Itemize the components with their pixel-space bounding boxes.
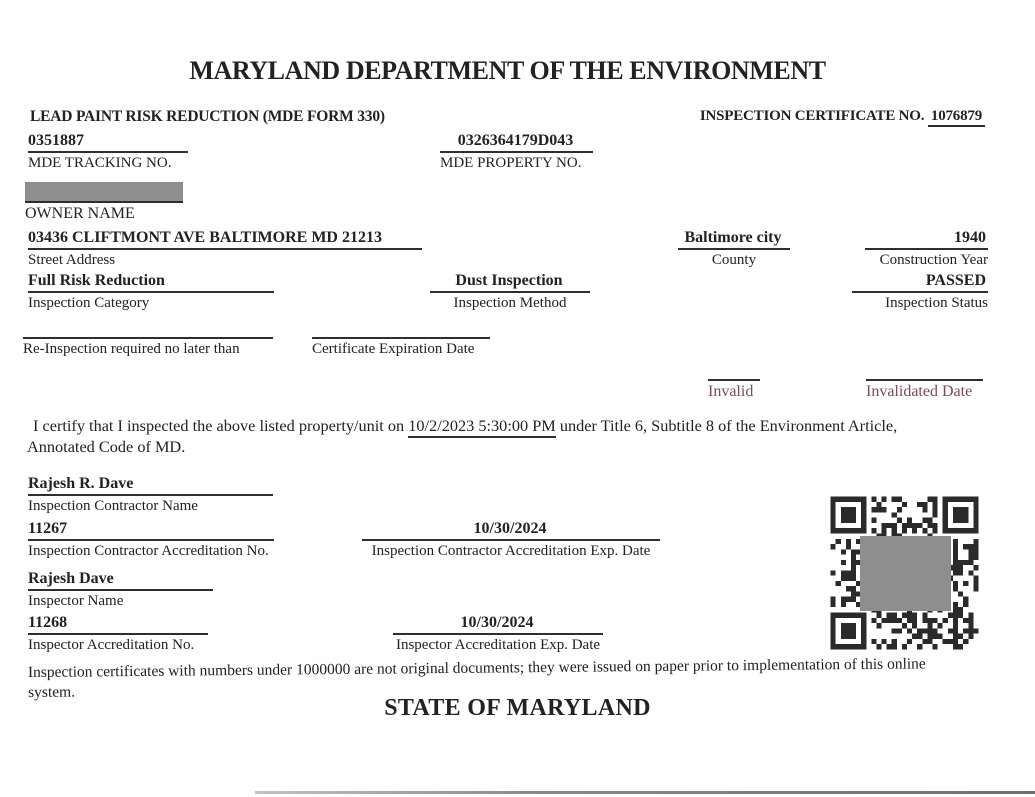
construction-year-label: Construction Year bbox=[879, 252, 988, 268]
inspector-accreditation-field bbox=[28, 613, 208, 654]
contractor-accreditation-label: Inspection Contractor Accreditation No. bbox=[28, 543, 269, 559]
form-title: LEAD PAINT RISK REDUCTION (MDE FORM 330) bbox=[30, 108, 385, 125]
inspection-method-field bbox=[430, 271, 590, 312]
mde-tracking-field bbox=[28, 131, 188, 172]
construction-year-field bbox=[865, 228, 988, 269]
inspection-method-label: Inspection Method bbox=[453, 295, 567, 311]
contractor-name-value: Rajesh R. Dave bbox=[28, 474, 273, 496]
mde-property-value: 0326364179D043 bbox=[440, 131, 593, 153]
inspection-status-value: PASSED bbox=[852, 271, 988, 293]
reinspection-date-label: Re-Inspection required no later than bbox=[23, 341, 240, 357]
agency-title: MARYLAND DEPARTMENT OF THE ENVIRONMENT bbox=[189, 56, 826, 85]
street-address-field bbox=[28, 228, 422, 269]
invalidated-date-value bbox=[866, 370, 983, 381]
inspector-accreditation-value: 11268 bbox=[28, 613, 208, 635]
state-title: STATE OF MARYLAND bbox=[384, 695, 651, 721]
inspector-name-label: Inspector Name bbox=[28, 593, 124, 609]
contractor-accreditation-field bbox=[28, 519, 274, 560]
inspection-status-label: Inspection Status bbox=[885, 295, 988, 311]
certificate-no-value: 1076879 bbox=[928, 108, 985, 127]
contractor-name-field bbox=[28, 474, 273, 515]
certify-text-before: I certify that I inspected the above listed property/unit on bbox=[33, 416, 405, 435]
mde-tracking-label: MDE TRACKING NO. bbox=[28, 155, 172, 171]
disclaimer-line1: Inspection certificates with numbers under 1000000 are not original documents; they were issued on paper prior to implementation of this online bbox=[27, 655, 926, 682]
street-address-label: Street Address bbox=[28, 252, 116, 268]
certificate-expiration-label: Certificate Expiration Date bbox=[312, 341, 475, 357]
contractor-exp-date-field bbox=[362, 519, 660, 560]
contractor-accreditation-value: 11267 bbox=[28, 519, 274, 541]
county-field bbox=[678, 228, 790, 269]
county-value: Baltimore city bbox=[678, 228, 790, 250]
certify-text-after: under Title 6, Subtitle 8 of the Environment Article, bbox=[559, 416, 898, 435]
owner-name-redaction bbox=[25, 182, 183, 201]
inspector-name-value: Rajesh Dave bbox=[28, 569, 213, 591]
reinspection-date-value bbox=[23, 324, 273, 339]
invalidated-date-field bbox=[866, 370, 983, 400]
inspection-datetime: 10/2/2023 5:30:00 PM bbox=[408, 416, 555, 438]
inspection-category-label: Inspection Category bbox=[28, 295, 150, 311]
certify-text-line2: Annotated Code of MD. bbox=[27, 437, 186, 456]
inspector-exp-date-label: Inspector Accreditation Exp. Date bbox=[395, 637, 601, 653]
mde-property-field bbox=[440, 131, 593, 172]
contractor-name-label: Inspection Contractor Name bbox=[28, 498, 198, 514]
inspection-category-field bbox=[28, 271, 274, 312]
inspector-name-field bbox=[28, 569, 213, 610]
inspector-accreditation-label: Inspector Accreditation No. bbox=[28, 637, 195, 653]
inspection-category-value: Full Risk Reduction bbox=[28, 271, 274, 293]
invalid-label: Invalid bbox=[708, 383, 754, 400]
scan-edge-line bbox=[255, 791, 1035, 794]
inspection-status-field bbox=[852, 271, 988, 312]
inspector-exp-date-field bbox=[393, 613, 603, 654]
street-address-value: 03436 CLIFTMONT AVE BALTIMORE MD 21213 bbox=[28, 228, 422, 250]
reinspection-date-field bbox=[23, 324, 273, 358]
contractor-exp-date-value: 10/30/2024 bbox=[362, 519, 660, 541]
mde-tracking-value: 0351887 bbox=[28, 131, 188, 153]
inspection-certificate-no bbox=[700, 108, 985, 125]
certification-statement bbox=[27, 415, 1019, 457]
owner-name-label: OWNER NAME bbox=[25, 205, 135, 222]
certificate-expiration-value bbox=[312, 324, 490, 339]
qr-code bbox=[828, 494, 981, 652]
county-label: County bbox=[711, 252, 757, 268]
invalid-value bbox=[708, 370, 760, 381]
qr-redaction-overlay bbox=[860, 536, 951, 611]
certificate-no-label: INSPECTION CERTIFICATE NO. bbox=[699, 108, 925, 124]
certificate-expiration-field bbox=[312, 324, 490, 358]
mde-property-label: MDE PROPERTY NO. bbox=[440, 155, 582, 171]
invalidated-date-label: Invalidated Date bbox=[866, 383, 973, 400]
owner-name-field bbox=[25, 182, 183, 222]
invalid-field bbox=[708, 370, 760, 400]
inspection-method-value: Dust Inspection bbox=[430, 271, 590, 293]
disclaimer-line2: system. bbox=[28, 683, 76, 701]
inspector-exp-date-value: 10/30/2024 bbox=[393, 613, 603, 635]
construction-year-value: 1940 bbox=[865, 228, 988, 250]
contractor-exp-date-label: Inspection Contractor Accreditation Exp. Date bbox=[371, 543, 651, 559]
